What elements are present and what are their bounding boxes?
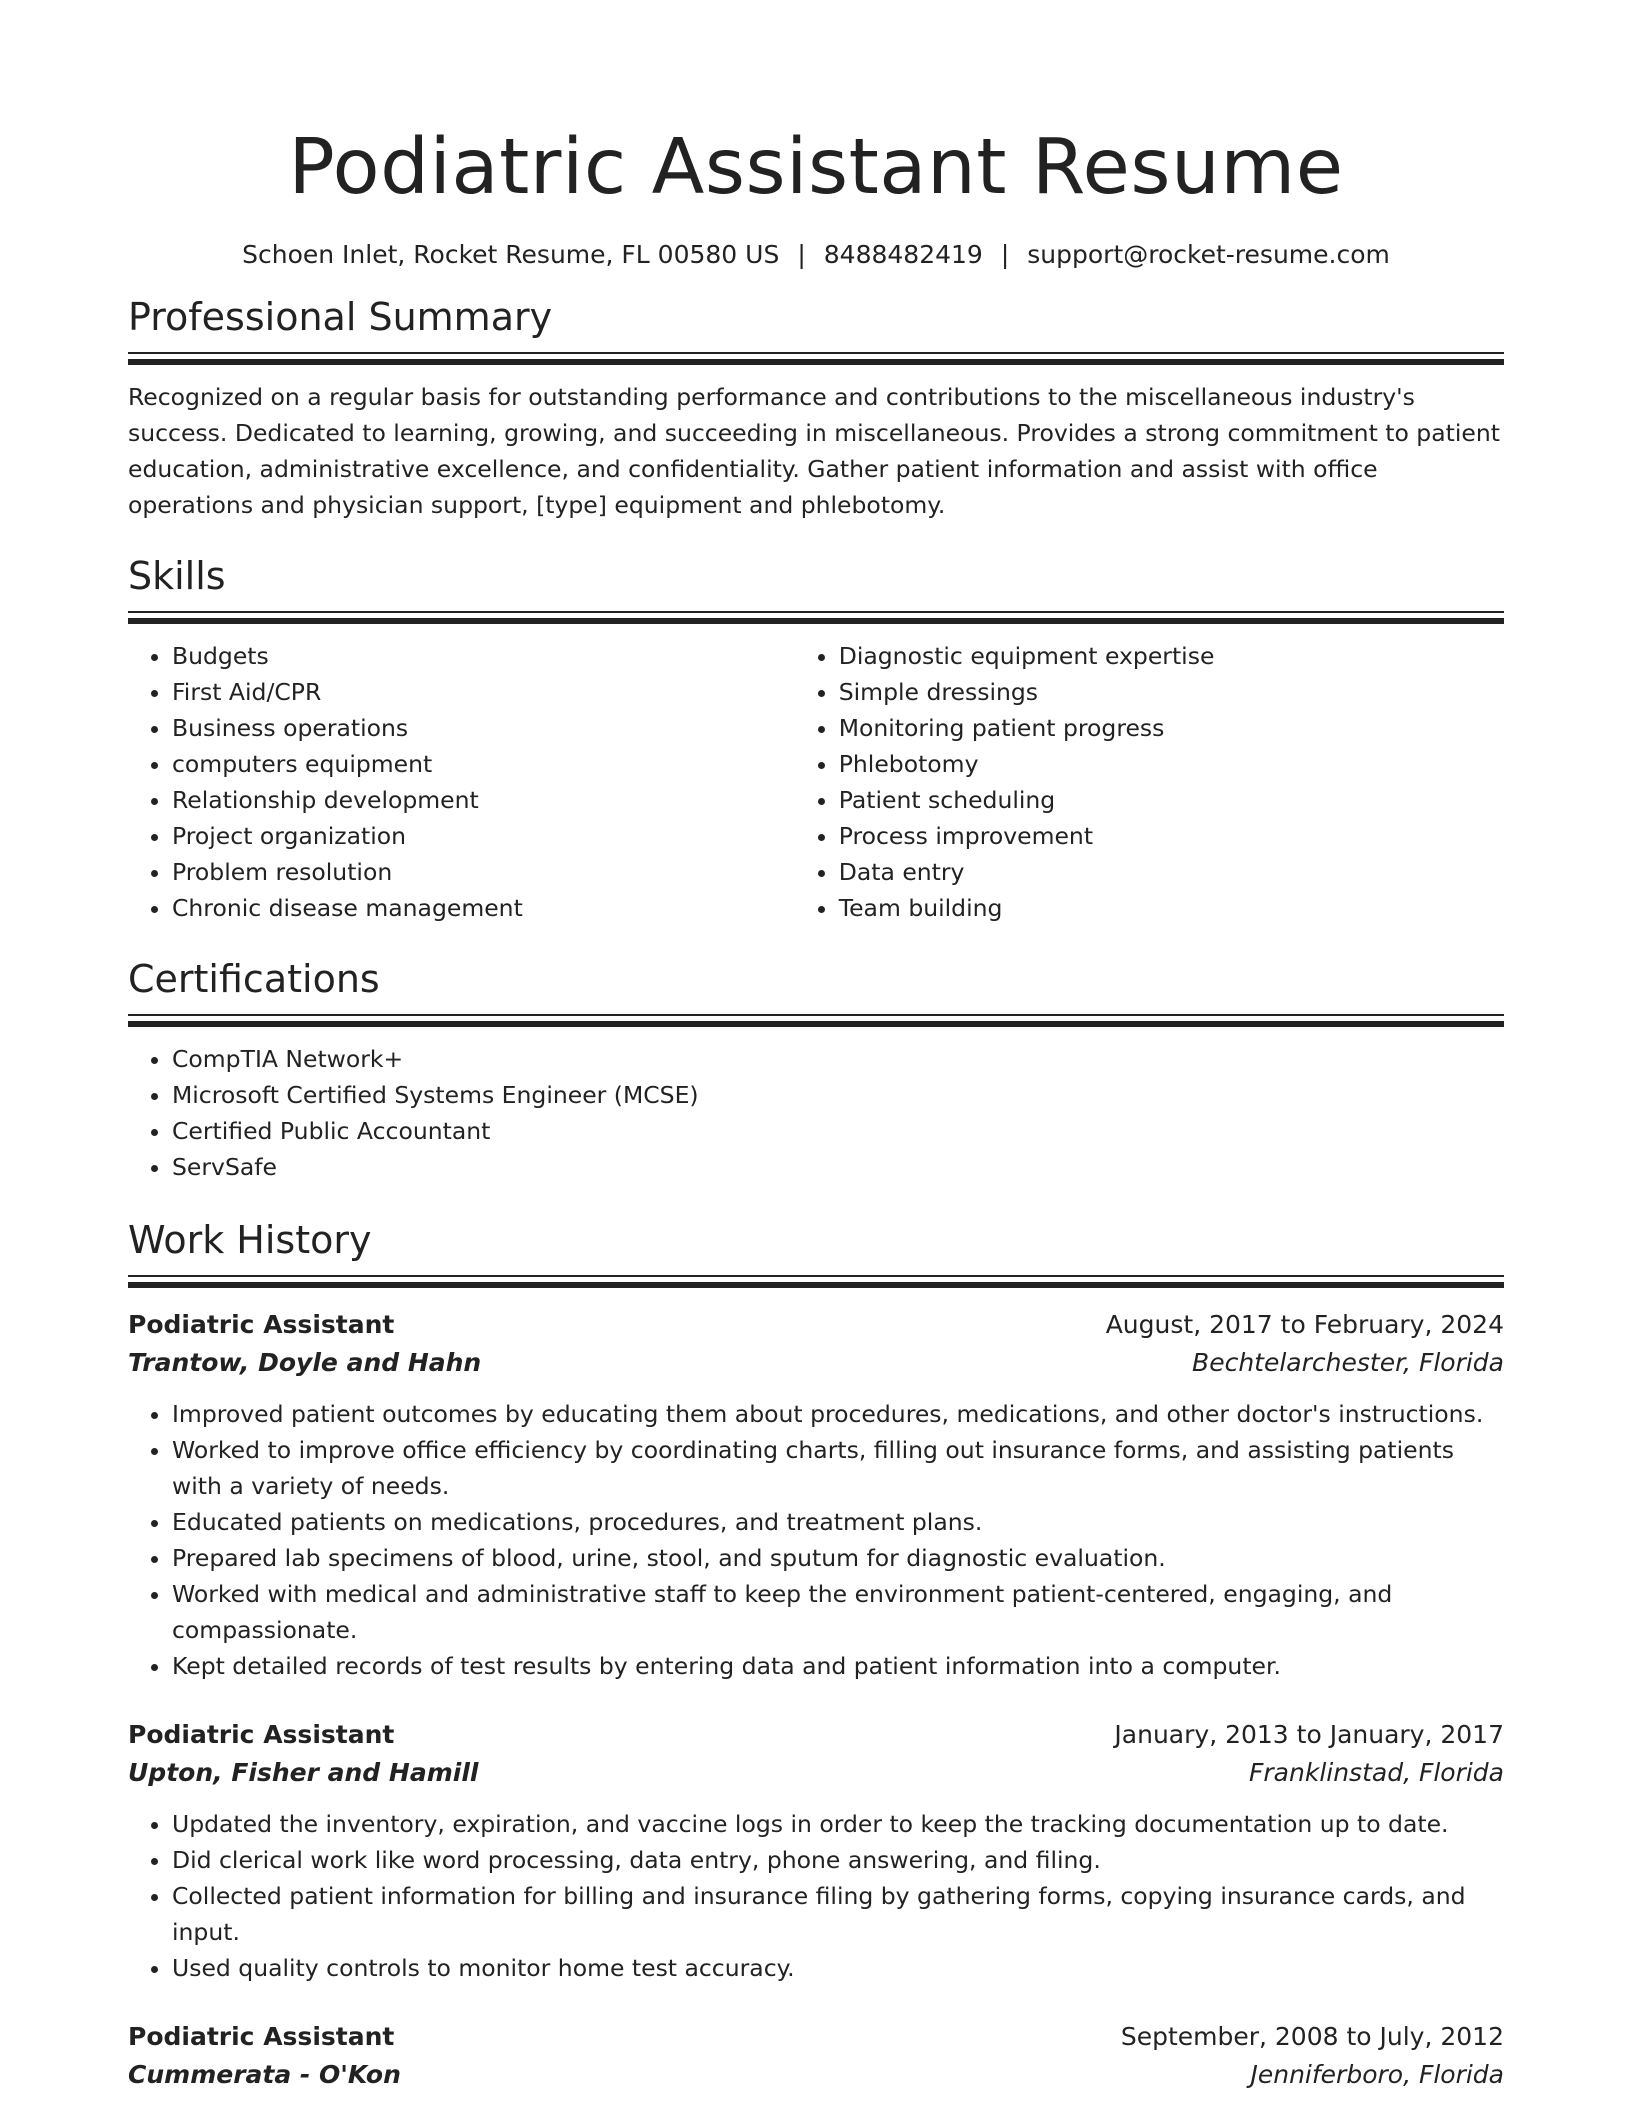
job-header [128,2018,1504,2056]
section-divider [128,352,1504,354]
skills-list-left [128,638,795,926]
job-bullet-list [128,1396,1504,1684]
job-entry [128,1716,1504,1986]
skill-item: • Problem resolution [172,854,795,890]
job-title: Podiatric Assistant [128,1720,395,1749]
section-divider [128,1014,1504,1016]
summary-text: Recognized on a regular basis for outstanding performance and contributions to the miscellaneous industry's success. Dedicated to learning, growing, and succeeding in miscellaneous. Provides a strong commitment to patient education, administrative excellence, and confidentiality. Gather patient information and assist with office operations and physician support, [type] equipment and phlebotomy. [128,383,1500,519]
job-entry [128,2018,1504,2094]
job-location: Jenniferboro, Florida [1250,2060,1504,2089]
skill-item: • First Aid/CPR [172,674,795,710]
certification-item: • Certified Public Accountant [172,1113,1504,1149]
certification-item: • Microsoft Certified Systems Engineer (MCSE) [172,1077,1504,1113]
section-title-work-history: Work History [128,1218,372,1262]
skill-item: • Chronic disease management [172,890,795,926]
contact-address: Schoen Inlet, Rocket Resume, FL 00580 US [242,240,780,269]
section-divider [128,1282,1504,1288]
skill-item: • Team building [839,890,1504,926]
job-dates: August, 2017 to February, 2024 [1105,1310,1504,1339]
skill-item: • Process improvement [839,818,1504,854]
skill-item: • Simple dressings [839,674,1504,710]
job-dates: September, 2008 to July, 2012 [1120,2022,1504,2051]
skills-columns [128,638,1504,926]
job-subheader [128,2056,1504,2094]
job-bullet: • Worked to improve office efficiency by coordinating charts, filling out insurance forms, and assisting patients with a variety of needs. [172,1432,1504,1504]
job-bullet: • Collected patient information for billing and insurance filing by gathering forms, copying insurance cards, and input. [172,1878,1504,1950]
skill-item: • computers equipment [172,746,795,782]
certifications-list [128,1041,1504,1185]
job-header [128,1716,1504,1754]
summary-section [128,292,1504,523]
job-location: Bechtelarchester, Florida [1192,1348,1504,1377]
job-dates: January, 2013 to January, 2017 [1114,1720,1504,1749]
job-bullet: • Used quality controls to monitor home test accuracy. [172,1950,1504,1986]
skill-item: • Phlebotomy [839,746,1504,782]
job-subheader [128,1754,1504,1792]
certification-item: • ServSafe [172,1149,1504,1185]
skill-item: • Business operations [172,710,795,746]
job-title: Podiatric Assistant [128,1310,395,1339]
job-company: Trantow, Doyle and Hahn [128,1348,482,1377]
section-divider [128,1275,1504,1277]
skill-item: • Relationship development [172,782,795,818]
contact-email: support@rocket-resume.com [1027,240,1390,269]
section-title-summary: Professional Summary [128,295,553,339]
skill-item: • Data entry [839,854,1504,890]
job-title: Podiatric Assistant [128,2022,395,2051]
section-title-skills: Skills [128,554,226,598]
job-bullet-list [128,1806,1504,1986]
job-subheader [128,1344,1504,1382]
skill-item: • Project organization [172,818,795,854]
job-company: Cummerata - O'Kon [128,2060,401,2089]
certifications-section [128,954,1504,1185]
certification-item: • CompTIA Network+ [172,1041,1504,1077]
skill-item: • Budgets [172,638,795,674]
job-bullet: • Prepared lab specimens of blood, urine, stool, and sputum for diagnostic evaluation. [172,1540,1504,1576]
job-company: Upton, Fisher and Hamill [128,1758,479,1787]
section-divider [128,611,1504,613]
job-entry [128,1306,1504,1684]
resume-page [128,0,1504,2094]
skill-item: • Monitoring patient progress [839,710,1504,746]
contact-separator: | [797,240,806,269]
section-divider [128,618,1504,624]
section-title-certifications: Certifications [128,957,380,1001]
resume-name: Podiatric Assistant Resume [288,123,1344,212]
job-bullet: • Kept detailed records of test results by entering data and patient information into a computer. [172,1648,1504,1684]
job-location: Franklinstad, Florida [1249,1758,1504,1787]
skills-section [128,551,1504,926]
contact-line [128,238,1504,272]
skill-item: • Patient scheduling [839,782,1504,818]
section-divider [128,1021,1504,1027]
job-bullet: • Did clerical work like word processing, data entry, phone answering, and filing. [172,1842,1504,1878]
skills-list-right [795,638,1504,926]
section-divider [128,359,1504,365]
skill-item: • Diagnostic equipment expertise [839,638,1504,674]
work-history-section [128,1215,1504,2094]
job-bullet: • Improved patient outcomes by educating them about procedures, medications, and other doctor's instructions. [172,1396,1504,1432]
contact-separator: | [1000,240,1010,269]
job-bullet: • Updated the inventory, expiration, and vaccine logs in order to keep the tracking documentation up to date. [172,1806,1504,1842]
contact-phone: 8488482419 [823,240,983,269]
job-bullet: • Worked with medical and administrative staff to keep the environment patient-centered, engaging, and compassionate. [172,1576,1504,1648]
job-header [128,1306,1504,1344]
job-bullet: • Educated patients on medications, procedures, and treatment plans. [172,1504,1504,1540]
